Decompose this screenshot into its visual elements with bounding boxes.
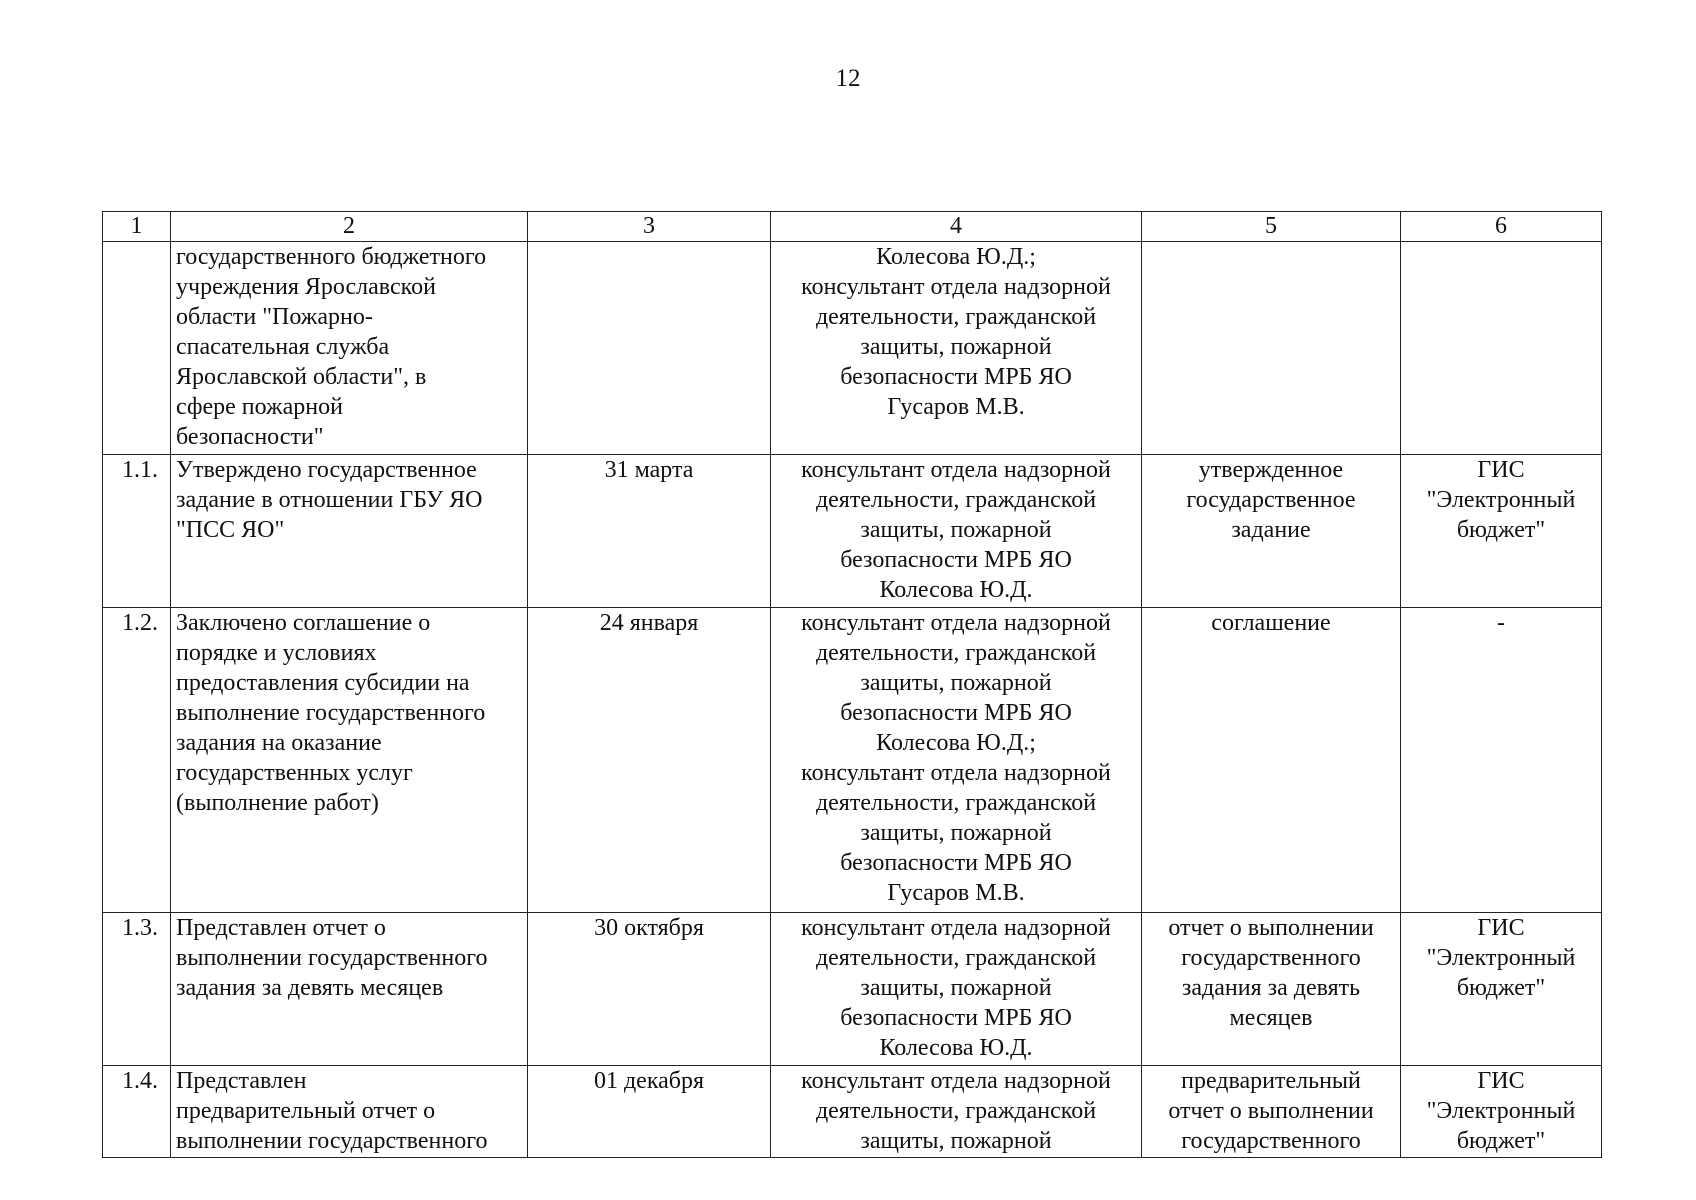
- plan-table: [102, 211, 1602, 1158]
- column-header: 4: [771, 212, 1142, 242]
- column-header: 1: [103, 212, 171, 242]
- row-number: 1.4.: [103, 1066, 171, 1158]
- row-result: отчет о выполнении государственного задания за девять месяцев: [1142, 913, 1401, 1066]
- row-date: [528, 242, 771, 455]
- row-result: [1142, 242, 1401, 455]
- row-number: 1.3.: [103, 913, 171, 1066]
- row-system: [1401, 242, 1602, 455]
- row-responsible: консультант отдела надзорной деятельности, гражданской защиты, пожарной: [771, 1066, 1142, 1158]
- row-date: 31 марта: [528, 455, 771, 608]
- row-result: утвержденное государственное задание: [1142, 455, 1401, 608]
- table-row: [103, 608, 1602, 913]
- table-header-row: [103, 212, 1602, 242]
- column-header: 6: [1401, 212, 1602, 242]
- table-row: [103, 455, 1602, 608]
- column-header: 5: [1142, 212, 1401, 242]
- row-result: соглашение: [1142, 608, 1401, 913]
- row-number: [103, 242, 171, 455]
- table-row: [103, 1066, 1602, 1158]
- row-result: предварительный отчет о выполнении государственного: [1142, 1066, 1401, 1158]
- row-number: 1.1.: [103, 455, 171, 608]
- row-responsible: Колесова Ю.Д.; консультант отдела надзорной деятельности, гражданской защиты, пожарной безопасности МРБ ЯО Гусаров М.В.: [771, 242, 1142, 455]
- row-system: -: [1401, 608, 1602, 913]
- table-row: [103, 913, 1602, 1066]
- table-row: [103, 242, 1602, 455]
- row-number: 1.2.: [103, 608, 171, 913]
- row-description: Заключено соглашение о порядке и условиях предоставления субсидии на выполнение государственного задания на оказание государственных услуг (выполнение работ): [171, 608, 528, 913]
- row-system: ГИС "Электронный бюджет": [1401, 1066, 1602, 1158]
- row-description: Представлен отчет о выполнении государственного задания за девять месяцев: [171, 913, 528, 1066]
- row-date: 30 октября: [528, 913, 771, 1066]
- row-description: Утверждено государственное задание в отношении ГБУ ЯО "ПСС ЯО": [171, 455, 528, 608]
- row-date: 01 декабря: [528, 1066, 771, 1158]
- row-responsible: консультант отдела надзорной деятельности, гражданской защиты, пожарной безопасности МРБ ЯО Колесова Ю.Д.: [771, 455, 1142, 608]
- row-date: 24 января: [528, 608, 771, 913]
- column-header: 3: [528, 212, 771, 242]
- row-system: ГИС "Электронный бюджет": [1401, 455, 1602, 608]
- row-responsible: консультант отдела надзорной деятельности, гражданской защиты, пожарной безопасности МРБ ЯО Колесова Ю.Д.; консультант отдела надзорной деятельности, гражданской защиты, пожарной безопасности МРБ ЯО Гусаров М.В.: [771, 608, 1142, 913]
- column-header: 2: [171, 212, 528, 242]
- row-description: Представлен предварительный отчет о выполнении государственного: [171, 1066, 528, 1158]
- row-system: ГИС "Электронный бюджет": [1401, 913, 1602, 1066]
- page-number: 12: [835, 65, 861, 92]
- row-responsible: консультант отдела надзорной деятельности, гражданской защиты, пожарной безопасности МРБ ЯО Колесова Ю.Д.: [771, 913, 1142, 1066]
- row-description: государственного бюджетного учреждения Ярославской области "Пожарно- спасательная служба Ярославской области", в сфере пожарной безопасности": [171, 242, 528, 455]
